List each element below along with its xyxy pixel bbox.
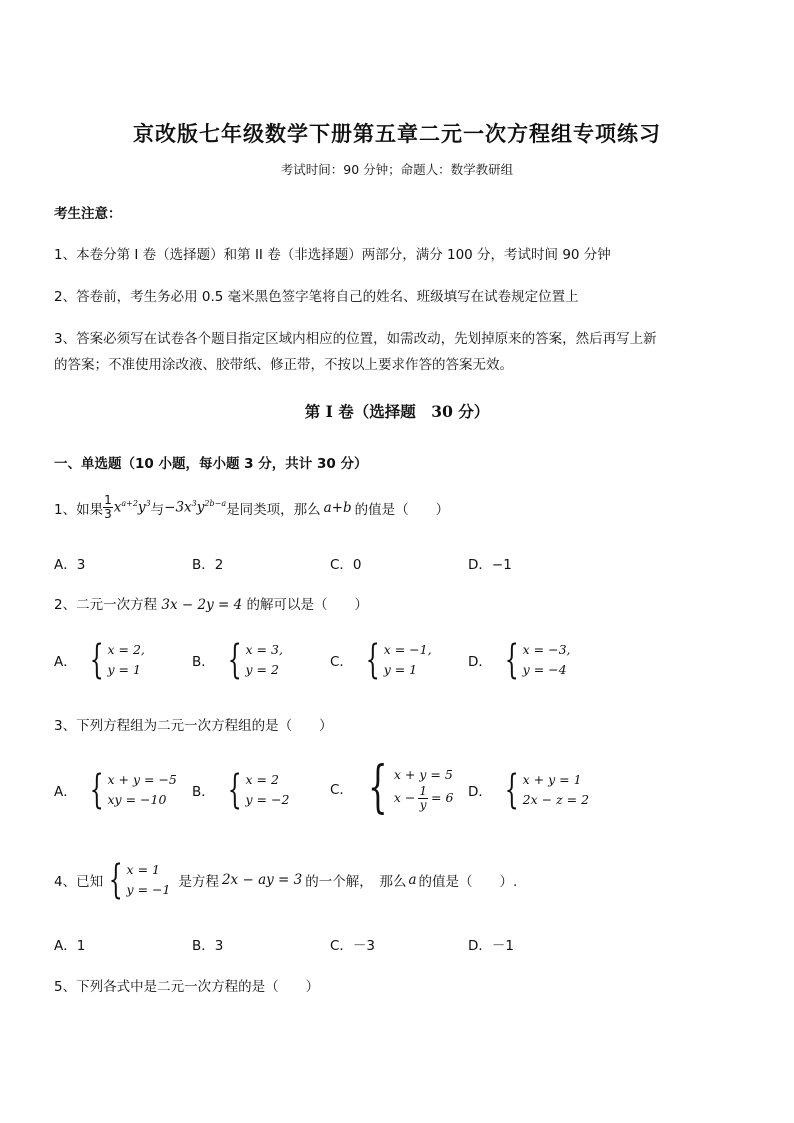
q1-term1-exp: a+2 xyxy=(121,499,138,509)
q1-option-b[interactable]: B．2 xyxy=(192,557,224,573)
q4-suffix2: 的值是（ ）. xyxy=(418,874,518,890)
q3-b-row1: x = 2 xyxy=(245,772,279,787)
page-title: 京改版七年级数学下册第五章二元一次方程组专项练习 xyxy=(133,121,661,146)
q1-term2-exp: 3 xyxy=(191,499,197,509)
q3-option-b-label: B． xyxy=(192,784,215,800)
brace-icon: { xyxy=(227,637,242,683)
q4-equation: 2x − ay = 3 xyxy=(221,872,303,888)
q3-option-a-label: A． xyxy=(54,784,77,800)
q4-prefix: 4、已知 xyxy=(54,874,104,890)
q1-frac-num: 1 xyxy=(104,493,112,507)
q2-option-d-system xyxy=(499,637,571,683)
q3-option-c-label: C． xyxy=(330,782,353,798)
q2-option-b-system xyxy=(222,637,283,683)
question-1 xyxy=(54,494,449,521)
q3-c-row2-pre: x − xyxy=(393,790,416,805)
q4-suffix: 的一个解， 那么 xyxy=(305,874,407,890)
question-2 xyxy=(54,593,368,613)
q1-mid: 与 xyxy=(150,501,165,518)
q3-option-c[interactable] xyxy=(330,755,454,820)
q1-suffix: 是同类项，那么 xyxy=(226,501,321,518)
q3-option-d-label: D． xyxy=(468,784,492,800)
notice-item-2: 2、答卷前，考生务必用 0.5 毫米黑色签字笔将自己的姓名、班级填写在试卷规定位置上 xyxy=(54,289,579,305)
q3-c-fraction xyxy=(418,785,428,812)
q3-b-row2: y = −2 xyxy=(245,792,290,807)
q4-sys-row1: x = 1 xyxy=(126,862,160,877)
q4-option-b[interactable]: B．3 xyxy=(192,938,224,954)
q4-option-c[interactable]: C．－3 xyxy=(330,938,376,954)
q1-suffix2: 的值是（ ） xyxy=(354,501,450,518)
q4-mid: 是方程 xyxy=(178,874,219,890)
question-4 xyxy=(54,857,518,903)
q1-frac-den: 3 xyxy=(104,507,112,521)
q3-a-row2: xy = −10 xyxy=(107,792,167,807)
q1-term2 xyxy=(164,499,226,516)
notice-heading: 考生注意： xyxy=(54,206,122,222)
q2-a-row1: x = 2, xyxy=(107,642,145,657)
q1-term2b-exp: 2b−a xyxy=(204,499,227,509)
q2-equation: 3x − 2y = 4 xyxy=(161,597,243,613)
q1-term1 xyxy=(114,499,151,516)
q1-term1-base: x xyxy=(113,499,122,516)
q2-b-row2: y = 2 xyxy=(245,662,279,677)
part1-heading: 一、单选题（10 小题，每小题 3 分，共计 30 分） xyxy=(54,456,368,472)
q3-option-d[interactable] xyxy=(468,767,590,813)
q3-option-d-system xyxy=(499,767,590,813)
q2-option-c-label: C． xyxy=(330,654,353,670)
brace-icon: { xyxy=(89,767,104,813)
q2-a-row2: y = 1 xyxy=(107,662,141,677)
brace-icon: { xyxy=(368,755,388,820)
q1-term2-base: −3x xyxy=(164,499,192,516)
q2-option-a-system xyxy=(84,637,145,683)
q1-term2b-base: y xyxy=(196,499,205,516)
q1-term1b-base: y xyxy=(137,499,146,516)
q3-c-row1: x + y = 5 xyxy=(393,766,453,782)
q4-sys-row2: y = −1 xyxy=(126,882,171,897)
notice-item-3-line1: 3、答案必须写在试卷各个题目指定区域内相应的位置，如需改动，先划掉原来的答案，然后再写上新 xyxy=(54,331,657,347)
q2-b-row1: x = 3, xyxy=(245,642,283,657)
q2-d-row1: x = −3, xyxy=(522,642,571,657)
q2-c-row2: y = 1 xyxy=(383,662,418,677)
q1-expr: a+b xyxy=(323,499,352,516)
q2-option-a-label: A． xyxy=(54,654,77,670)
q3-c-row2-post: = 6 xyxy=(431,790,454,805)
brace-icon: { xyxy=(108,857,123,903)
q3-c-frac-den: y xyxy=(419,797,427,812)
q4-system xyxy=(103,857,171,903)
notice-item-3-line2: 的答案；不准使用涂改液、胶带纸、修正带，不按以上要求作答的答案无效。 xyxy=(54,357,513,373)
section-title: 第 I 卷（选择题 30 分） xyxy=(304,402,490,421)
q2-option-c-system xyxy=(360,637,432,683)
q4-option-a[interactable]: A．1 xyxy=(54,938,86,954)
brace-icon: { xyxy=(89,637,104,683)
exam-info: 考试时间：90 分钟；命题人：数学教研组 xyxy=(280,162,514,177)
q3-c-frac-num: 1 xyxy=(419,783,428,798)
question-3: 3、下列方程组为二元一次方程组的是（ ） xyxy=(54,718,333,734)
q3-d-row2: 2x − z = 2 xyxy=(522,792,590,807)
q2-option-b-label: B． xyxy=(192,654,215,670)
q1-prefix: 1、如果 xyxy=(54,501,104,518)
brace-icon: { xyxy=(227,767,242,813)
q2-stem2: 的解可以是（ ） xyxy=(246,597,368,613)
q2-c-row1: x = −1, xyxy=(383,642,432,657)
q2-option-d-label: D． xyxy=(468,654,492,670)
q4-variable: a xyxy=(408,872,417,888)
notice-item-1: 1、本卷分第 I 卷（选择题）和第 II 卷（非选择题）两部分，满分 100 分，考试时间 90 分钟 xyxy=(54,247,611,263)
q3-option-b[interactable] xyxy=(192,767,290,813)
q4-option-d[interactable]: D．－1 xyxy=(468,938,514,954)
q3-d-row1: x + y = 1 xyxy=(522,772,582,787)
q2-option-c[interactable] xyxy=(330,637,432,683)
q1-fraction xyxy=(103,494,113,521)
brace-icon: { xyxy=(365,637,380,683)
q2-option-a[interactable] xyxy=(54,637,145,683)
brace-icon: { xyxy=(504,767,519,813)
brace-icon: { xyxy=(504,637,519,683)
q3-a-row1: x + y = −5 xyxy=(107,772,177,787)
q3-c-row2 xyxy=(394,785,454,812)
q3-option-a-system xyxy=(84,767,177,813)
q3-option-b-system xyxy=(222,767,290,813)
q2-stem: 2、二元一次方程 xyxy=(54,597,158,613)
q3-option-c-system xyxy=(360,755,454,820)
q2-option-d[interactable] xyxy=(468,637,571,683)
q2-option-b[interactable] xyxy=(192,637,283,683)
q2-d-row2: y = −4 xyxy=(522,662,567,677)
q1-option-a[interactable]: A．3 xyxy=(54,557,86,573)
q1-option-d[interactable]: D．−1 xyxy=(468,557,512,573)
question-5: 5、下列各式中是二元一次方程的是（ ） xyxy=(54,979,320,995)
q3-option-a[interactable] xyxy=(54,767,177,813)
q1-term1b-exp: 3 xyxy=(145,499,151,509)
q1-option-c[interactable]: C．0 xyxy=(330,557,362,573)
